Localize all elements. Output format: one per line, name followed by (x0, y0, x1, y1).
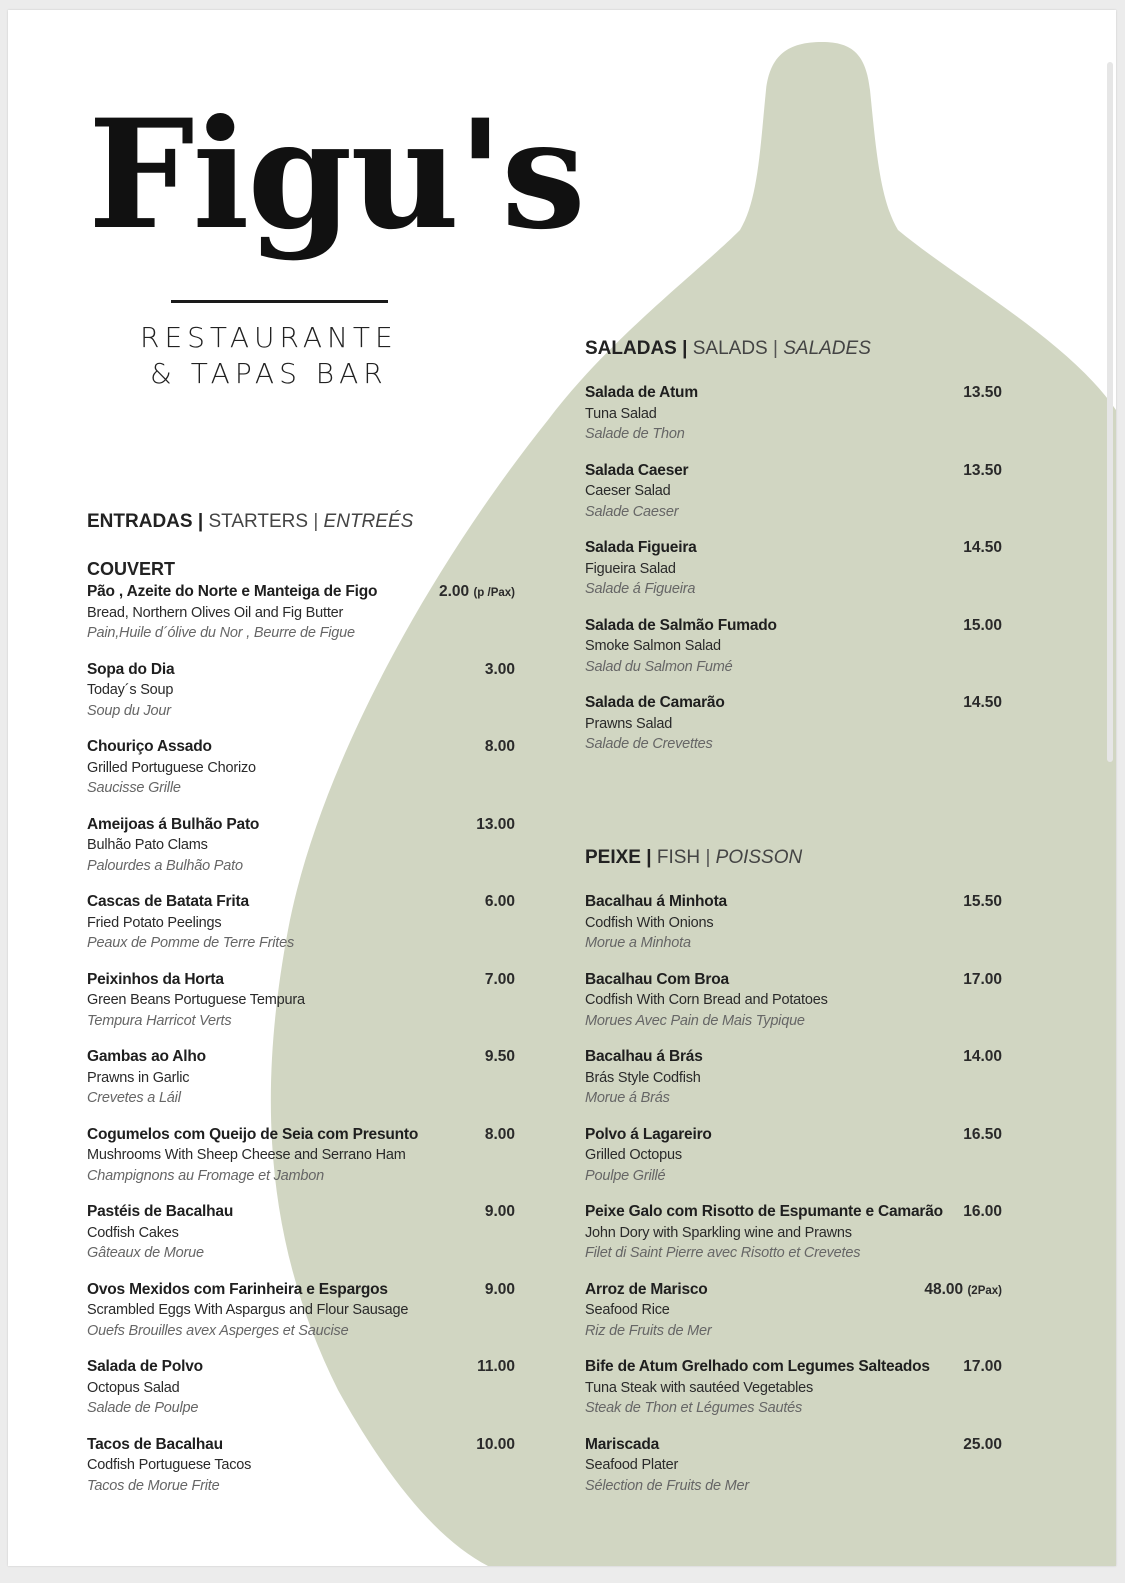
dish-name-en: Tuna Steak with sautéed Vegetables (585, 1379, 814, 1396)
dish-name-fr: Ouefs Brouilles avex Asperges et Saucise (87, 1322, 349, 1339)
dish-name-en: Codfish Portuguese Tacos (87, 1457, 252, 1473)
dish-price (963, 892, 1002, 913)
dish-name-en: Today´s Soup (87, 682, 174, 698)
menu-item (585, 616, 1002, 694)
dish-name-pt: Salada Caeser (585, 461, 689, 479)
dish-name-en: Smoke Salmon Salad (585, 638, 721, 654)
dish-name-pt: Bacalhau Com Broa (585, 970, 729, 988)
price-value: 15.00 (963, 616, 1002, 634)
dish-name-en: Fried Potato Peelings (87, 914, 222, 931)
price-value: 7.00 (484, 970, 515, 988)
dish-name-en: Brás Style Codfish (585, 1069, 701, 1086)
dish-name-fr: Champignons au Fromage et Jambon (87, 1167, 325, 1184)
dish-name-en: Green Beans Portuguese Tempura (87, 992, 305, 1008)
menu-page (8, 10, 1116, 1566)
menu-item (87, 1357, 515, 1435)
dish-name-fr: Salade de Poulpe (87, 1400, 199, 1416)
dish-name-fr: Poulpe Grillé (585, 1167, 666, 1184)
dish-price (963, 1047, 1002, 1068)
dish-price (485, 737, 515, 758)
dish-price (963, 383, 1002, 404)
price-value: 13.50 (963, 461, 1002, 479)
price-value: 8.00 (484, 738, 515, 755)
menu-item (585, 693, 1002, 771)
price-value: 11.00 (477, 1358, 515, 1375)
menu-item (585, 1280, 1002, 1358)
fish-list (585, 892, 1002, 1512)
menu-item (87, 892, 515, 970)
dish-name-fr: Riz de Fruits de Mer (585, 1322, 712, 1339)
dish-name-pt: Bacalhau á Brás (585, 1048, 703, 1065)
dish-name-pt: Ameijoas á Bulhão Pato (87, 815, 260, 833)
price-value: 2.00 (438, 583, 470, 600)
dish-name-pt: Bife de Atum Grelhado com Legumes Salteados (585, 1358, 930, 1375)
dish-name-fr: Morues Avec Pain de Mais Typique (585, 1012, 805, 1029)
starters-list (87, 582, 515, 1512)
dish-price (963, 1125, 1002, 1146)
dish-name-pt: Arroz de Marisco (585, 1280, 708, 1298)
dish-name-en: Codfish With Corn Bread and Potatoes (585, 992, 828, 1008)
price-value: 9.50 (484, 1048, 515, 1065)
price-value: 10.00 (476, 1435, 515, 1453)
logo-divider (171, 300, 388, 303)
dish-name-fr: Salade de Crevettes (585, 736, 713, 752)
menu-item (87, 1280, 515, 1358)
title-separator: | (705, 847, 711, 868)
dish-price (477, 1357, 515, 1378)
dish-name-en: Scrambled Eggs With Aspargus and Flour Sausage (87, 1302, 409, 1318)
dish-price (963, 1435, 1002, 1456)
price-value: 6.00 (484, 893, 515, 910)
dish-name-en: Seafood Rice (585, 1302, 670, 1318)
dish-name-pt: Chouriço Assado (87, 738, 212, 755)
dish-name-fr: Pain,Huile d´ólive du Nor , Beurre de Figue (87, 625, 355, 641)
dish-price (485, 1125, 515, 1146)
dish-name-pt: Peixe Galo com Risotto de Espumante e Camarão (585, 1203, 943, 1220)
dish-name-fr: Crevetes a Láil (87, 1090, 181, 1106)
dish-name-pt: Salada Figueira (585, 539, 697, 556)
section-title (87, 510, 515, 534)
section-title (585, 337, 1002, 361)
menu-item (585, 892, 1002, 970)
price-value: 15.50 (963, 893, 1002, 910)
dish-price (485, 892, 515, 913)
salads-list (585, 383, 1002, 771)
price-value: 48.00 (924, 1280, 964, 1298)
dish-price (963, 693, 1002, 714)
logo-wordmark: Figu's (88, 87, 584, 263)
dish-name-en: Codfish Cakes (87, 1224, 179, 1241)
scrollbar-thumb[interactable] (1107, 62, 1113, 762)
price-value: 17.00 (963, 1358, 1002, 1375)
dish-name-pt: Cogumelos com Queijo de Seia com Presunto (87, 1125, 419, 1143)
dish-price (963, 461, 1002, 482)
couvert-label: COUVERT (87, 559, 176, 579)
dish-price (963, 1202, 1002, 1223)
dish-name-fr: Morue a Minhota (585, 935, 691, 951)
dish-name-en: Figueira Salad (585, 560, 676, 577)
dish-price (963, 616, 1002, 637)
section-title-en: FISH (656, 847, 701, 868)
dish-name-en: Octopus Salad (87, 1379, 180, 1396)
dish-name-pt: Polvo á Lagareiro (585, 1125, 712, 1143)
menu-item (87, 1125, 515, 1203)
dish-name-fr: Salad du Salmon Fumé (585, 658, 733, 675)
dish-name-pt: Pastéis de Bacalhau (87, 1203, 234, 1220)
dish-name-pt: Peixinhos da Horta (87, 970, 224, 988)
dish-price (485, 1280, 515, 1301)
price-value: 25.00 (963, 1435, 1002, 1453)
price-value: 16.50 (963, 1125, 1002, 1143)
dish-price (485, 1047, 515, 1068)
dish-name-pt: Salada de Camarão (585, 694, 725, 711)
price-value: 14.00 (963, 1048, 1002, 1065)
dish-name-fr: Soup du Jour (87, 702, 171, 719)
dish-name-fr: Saucisse Grille (87, 780, 181, 796)
menu-item (585, 538, 1002, 616)
dish-name-en: Tuna Salad (585, 405, 657, 422)
tagline-line1: RESTAURANTE (140, 321, 398, 354)
dish-name-pt: Salada de Atum (585, 384, 698, 401)
menu-item (87, 582, 515, 660)
dish-name-en: Codfish With Onions (585, 914, 714, 931)
dish-price (485, 660, 515, 681)
price-value: 17.00 (963, 970, 1002, 988)
price-value: 13.00 (476, 815, 515, 833)
section-title-fr: POISSON (715, 847, 803, 868)
dish-name-en: John Dory with Sparkling wine and Prawns (585, 1224, 852, 1241)
dish-name-fr: Salade Caeser (585, 503, 679, 520)
dish-name-fr: Peaux de Pomme de Terre Frites (87, 935, 295, 951)
dish-name-pt: Cascas de Batata Frita (87, 893, 249, 910)
dish-name-pt: Pão , Azeite do Norte e Manteiga de Figo (87, 583, 378, 600)
dish-name-pt: Bacalhau á Minhota (585, 893, 727, 910)
dish-name-en: Bread, Northern Olives Oil and Fig Butter (87, 604, 344, 621)
price-value: 9.00 (484, 1203, 515, 1220)
menu-item (585, 1047, 1002, 1125)
title-separator: | (646, 847, 652, 868)
restaurant-tagline (140, 320, 440, 392)
dish-price (476, 1435, 515, 1456)
section-title-pt: PEIXE (585, 847, 641, 868)
dish-name-en: Caeser Salad (585, 483, 671, 499)
dish-name-fr: Tacos de Morue Frite (87, 1477, 220, 1494)
section-title-fr: ENTREÉS (323, 511, 414, 532)
price-note: (p /Pax) (473, 587, 515, 599)
menu-item (87, 970, 515, 1048)
dish-price (924, 1280, 1002, 1302)
dish-price (963, 970, 1002, 991)
dish-name-fr: Gâteaux de Morue (87, 1245, 204, 1261)
dish-price (485, 970, 515, 991)
dish-name-en: Bulhão Pato Clams (87, 837, 208, 853)
price-value: 9.00 (484, 1280, 515, 1298)
dish-name-fr: Palourdes a Bulhão Pato (87, 857, 243, 874)
price-value: 3.00 (484, 660, 515, 678)
menu-item (585, 1202, 1002, 1280)
dish-name-pt: Salada de Salmão Fumado (585, 616, 777, 634)
section-title-fr: SALADES (783, 338, 871, 359)
dish-name-fr: Salade á Figueira (585, 581, 696, 597)
price-note: (2Pax) (967, 1284, 1002, 1297)
dish-name-pt: Mariscada (585, 1435, 660, 1453)
section-title-en: STARTERS (208, 511, 309, 532)
section-title-en: SALADS (692, 338, 768, 359)
dish-name-fr: Sélection de Fruits de Mer (585, 1477, 750, 1494)
dish-name-fr: Tempura Harricot Verts (87, 1012, 232, 1029)
menu-item (87, 737, 515, 815)
dish-name-en: Grilled Portuguese Chorizo (87, 759, 256, 776)
starters-section (87, 510, 515, 1512)
dish-name-en: Mushrooms With Sheep Cheese and Serrano Ham (87, 1147, 406, 1163)
menu-item (87, 1047, 515, 1125)
title-separator: | (313, 511, 319, 532)
dish-name-pt: Sopa do Dia (87, 660, 175, 678)
menu-item (585, 1435, 1002, 1513)
menu-item (585, 461, 1002, 539)
title-separator: | (773, 338, 778, 359)
dish-name-pt: Gambas ao Alho (87, 1048, 206, 1065)
dish-name-pt: Tacos de Bacalhau (87, 1435, 223, 1453)
dish-name-pt: Salada de Polvo (87, 1358, 203, 1375)
dish-name-en: Seafood Plater (585, 1457, 679, 1473)
menu-item (87, 1202, 515, 1280)
price-value: 8.00 (484, 1125, 515, 1143)
restaurant-logo (88, 87, 584, 290)
dish-name-en: Prawns Salad (585, 715, 673, 732)
fish-section (585, 846, 1002, 1512)
dish-name-pt: Ovos Mexidos com Farinheira e Espargos (87, 1280, 388, 1298)
dish-name-fr: Filet di Saint Pierre avec Risotto et Crevetes (585, 1245, 861, 1261)
dish-name-en: Grilled Octopus (585, 1147, 682, 1163)
title-separator: | (682, 338, 688, 359)
menu-item (87, 815, 515, 893)
price-value: 16.00 (963, 1203, 1002, 1220)
dish-name-fr: Morue á Brás (585, 1090, 670, 1106)
dish-name-fr: Steak de Thon et Légumes Sautés (585, 1400, 803, 1416)
menu-item (87, 660, 515, 738)
title-separator: | (197, 511, 204, 532)
price-value: 14.50 (963, 694, 1002, 711)
menu-item (585, 970, 1002, 1048)
section-title-pt: SALADAS (585, 338, 677, 359)
dish-price (476, 815, 515, 836)
section-title (585, 846, 1002, 870)
dish-price (963, 538, 1002, 559)
dish-price (963, 1357, 1002, 1378)
dish-price (439, 582, 515, 604)
section-title-pt: ENTRADAS (87, 511, 193, 532)
menu-item (87, 1435, 515, 1513)
menu-item (585, 1125, 1002, 1203)
dish-name-en: Prawns in Garlic (87, 1069, 190, 1086)
menu-item (585, 383, 1002, 461)
price-value: 13.50 (963, 384, 1002, 401)
salads-section (585, 337, 1002, 771)
price-value: 14.50 (963, 539, 1002, 556)
dish-price (485, 1202, 515, 1223)
dish-name-fr: Salade de Thon (585, 426, 685, 442)
tagline-line2: & TAPAS BAR (150, 357, 388, 390)
menu-item (585, 1357, 1002, 1435)
